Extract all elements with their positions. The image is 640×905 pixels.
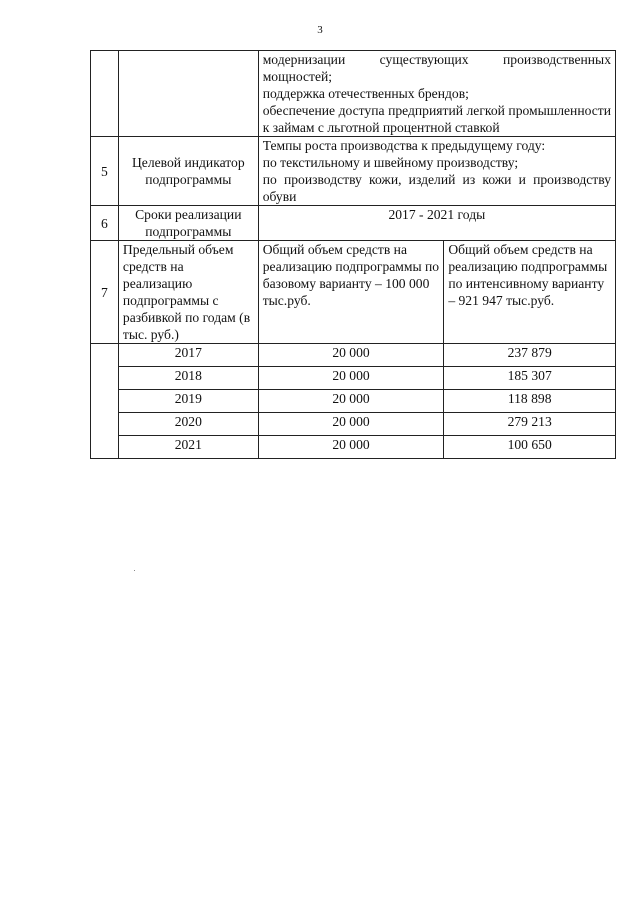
base-value-cell: 20 000 <box>258 413 444 436</box>
text-line: модернизации существующих производственных мощностей; <box>262 52 611 84</box>
text-line: обеспечение доступа предприятий легкой промышленности к займам с льготной процентной ставкой <box>262 103 611 135</box>
intensive-value-cell: 118 898 <box>444 390 616 413</box>
intensive-value-cell: 100 650 <box>444 436 616 459</box>
stray-mark <box>134 570 135 571</box>
year-cell: 2018 <box>118 367 258 390</box>
row-label: Целевой индикатор подпрограммы <box>118 137 258 206</box>
text-line: по производству кожи, изделий из кожи и производству обуви <box>262 172 611 204</box>
row-content <box>258 137 615 206</box>
row-label: Сроки реализации подпрограммы <box>118 206 258 241</box>
table-row <box>91 241 616 344</box>
year-cell: 2019 <box>118 390 258 413</box>
intensive-value-cell: 279 213 <box>444 413 616 436</box>
year-cell: 2020 <box>118 413 258 436</box>
row-number <box>91 344 119 459</box>
row-number <box>91 51 119 137</box>
subprogram-passport-table <box>90 50 616 459</box>
row-number: 6 <box>91 206 119 241</box>
text-line: Темпы роста производства к предыдущему году: <box>262 138 546 153</box>
base-value-cell: 20 000 <box>258 344 444 367</box>
table-row <box>91 137 616 206</box>
table-row <box>91 413 616 436</box>
row-number: 7 <box>91 241 119 344</box>
table-row <box>91 436 616 459</box>
table-row <box>91 51 616 137</box>
year-cell: 2021 <box>118 436 258 459</box>
table-row <box>91 344 616 367</box>
intensive-value-cell: 237 879 <box>444 344 616 367</box>
base-value-cell: 20 000 <box>258 436 444 459</box>
page-number: 3 <box>317 24 323 36</box>
text-line: поддержка отечественных брендов; <box>262 86 469 101</box>
row-number: 5 <box>91 137 119 206</box>
table-row <box>91 390 616 413</box>
base-value-cell: 20 000 <box>258 390 444 413</box>
row-content <box>258 51 615 137</box>
base-value-cell: 20 000 <box>258 367 444 390</box>
table-row <box>91 206 616 241</box>
text-line: по текстильному и швейному производству; <box>262 155 519 170</box>
intensive-value-cell: 185 307 <box>444 367 616 390</box>
row-label: Предельный объем средств на реализацию подпрограммы с разбивкой по годам (в тыс. руб.) <box>118 241 258 344</box>
column-header-intensive: Общий объем средств на реализацию подпрограммы по интенсивному варианту – 921 947 тыс.руб. <box>444 241 616 344</box>
year-cell: 2017 <box>118 344 258 367</box>
row-content: 2017 - 2021 годы <box>258 206 615 241</box>
column-header-base: Общий объем средств на реализацию подпрограммы по базовому варианту – 100 000 тыс.руб. <box>258 241 444 344</box>
row-label <box>118 51 258 137</box>
table-row <box>91 367 616 390</box>
